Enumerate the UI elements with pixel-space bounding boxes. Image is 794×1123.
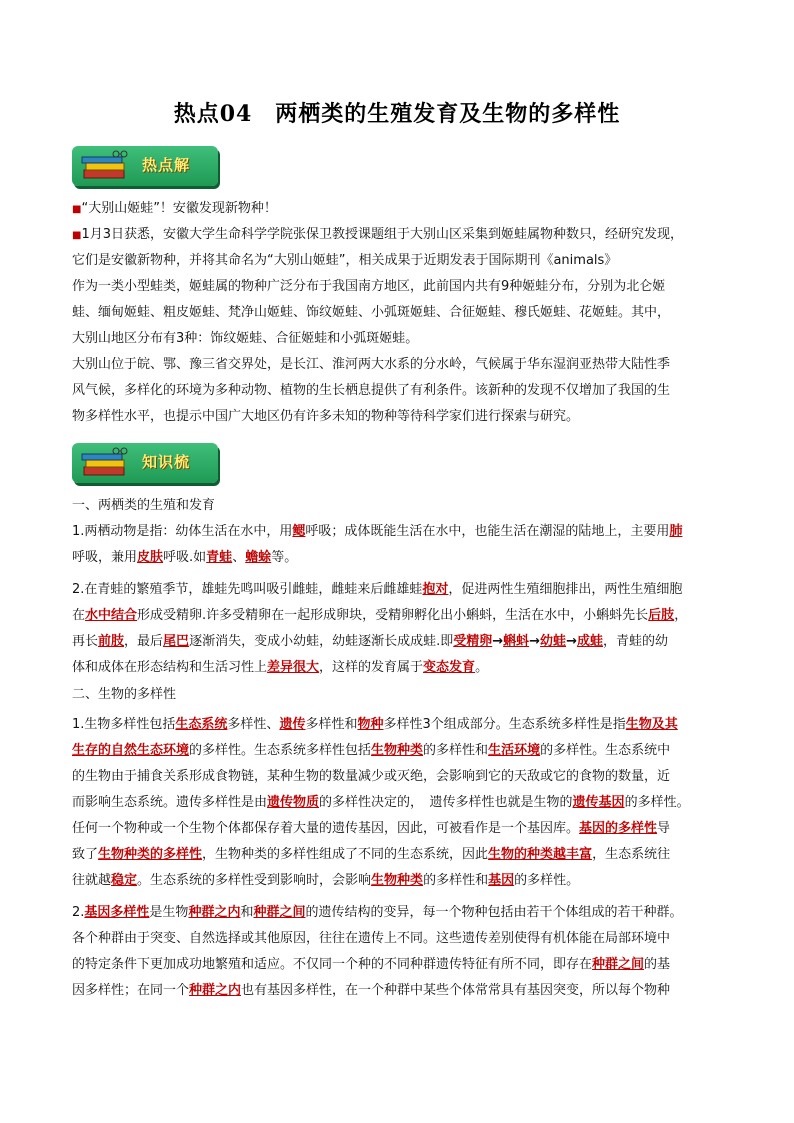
arrow: → (529, 634, 541, 649)
text-segment: 的多样性决定的， 遗传多样性也就是生物的 (319, 795, 573, 810)
text-segment: 而影响生态系统。遗传多样性是由 (72, 795, 268, 810)
text-segment: 的特定条件下更加成功地繁殖和适应。不仅同一个种的不同种群遗传特征有所不同，即存在 (72, 957, 593, 972)
text-segment: “大别山姬蛙”！安徽发现新物种！ (81, 201, 277, 216)
bullet-icon: ■ (72, 230, 82, 241)
keyword: 生活环境 (488, 743, 541, 758)
keyword: 幼蛙 (540, 634, 567, 649)
paragraph-line (72, 545, 732, 571)
knowledge-banner (72, 443, 218, 487)
paragraph-line (72, 629, 732, 655)
keyword: 尾巴 (163, 634, 190, 649)
paragraph-line (72, 978, 732, 1004)
arrow: → (492, 634, 504, 649)
text-segment: 和 (240, 905, 254, 920)
text-segment: 呼吸；成体既能生活在水中，也能生活在潮湿的陆地上，主要用 (305, 524, 670, 539)
text-segment: ，促进两性生殖细胞排出，两性生殖细胞 (448, 582, 683, 597)
paragraph-line: 各个种群由于突变、自然选择或其他原因，往往在遗传上不同。这些遗传差别使得有机体能在局部环境中 (72, 931, 671, 946)
keyword: 基因多样性 (84, 905, 150, 920)
text-segment: ， (674, 608, 688, 623)
paragraph-line (72, 790, 732, 816)
keyword: 生物种类的多样性 (98, 847, 203, 862)
text-segment: 1.两栖动物是指：幼体生活在水中，用 (72, 524, 293, 539)
keyword: 肺 (669, 524, 683, 539)
text-segment: 往就越 (72, 873, 112, 888)
news-line: 大别山地区分布有3种：饰纹姬蛙、合征姬蛙和小弧斑姬蛙。 (72, 331, 419, 346)
text-segment: 1月3日获悉，安徽大学生命科学学院张保卫教授课题组于大别山区采集到姬蛙属物种数只，经研究发现， (81, 227, 683, 242)
news-line: 风气候，多样化的环境为多种动物、植物的生长栖息提供了有利条件。该新种的发现不仅增加了我国的生 (72, 383, 671, 398)
keyword: 生物种类 (371, 873, 424, 888)
section-heading: 一、两栖类的生殖和发育 (72, 498, 216, 513)
keyword: 遗传基因 (572, 795, 625, 810)
paragraph-line (72, 655, 732, 681)
text-segment: 多样性、 (227, 717, 280, 732)
paragraph-line (72, 603, 732, 629)
keyword: 生物种类 (371, 743, 424, 758)
paragraph-line (72, 738, 732, 764)
keyword: 基因的多样性 (579, 821, 658, 836)
keyword: 受精卵 (453, 634, 493, 649)
paragraph-line (72, 519, 732, 545)
hotspot-banner (72, 146, 218, 190)
text-segment: 的多样性和 (423, 743, 489, 758)
section-heading: 二、生物的多样性 (72, 687, 177, 702)
text-segment: 等。 (271, 550, 298, 565)
text-segment: 的基 (644, 957, 671, 972)
keyword: 变态发育 (423, 660, 476, 675)
text-segment: 、 (232, 550, 246, 565)
keyword: 种群之间 (253, 905, 306, 920)
page-title: 热点04 两栖类的生殖发育及生物的多样性 (173, 101, 621, 127)
text-segment: ，生物种类的多样性组成了不同的生态系统，因此 (202, 847, 489, 862)
keyword: 差异很大 (267, 660, 320, 675)
text-segment: ，这样的发育属于 (319, 660, 424, 675)
text-segment: 再长 (72, 634, 99, 649)
text-segment: 的多样性。 (624, 795, 690, 810)
text-segment: 任何一个物种或一个生物个体都保存着大量的遗传基因，因此，可被看作是一个基因库。 (72, 821, 580, 836)
keyword: 种群之间 (592, 957, 645, 972)
text-segment: 逐渐消失，变成小幼蛙，幼蛙逐渐长成成蛙.即 (189, 634, 454, 649)
keyword: 物种 (357, 717, 384, 732)
keyword: 鳃 (292, 524, 306, 539)
paragraph-line (72, 712, 732, 738)
text-segment: 体和成体在形态结构和生活习性上 (72, 660, 268, 675)
keyword: 后肢 (648, 608, 675, 623)
keyword: 蝌蚪 (503, 634, 530, 649)
keyword: 水中结合 (85, 608, 138, 623)
text-segment: 2.在青蛙的繁殖季节，雄蛙先鸣叫吸引雌蛙，雌蛙来后雌雄蛙 (72, 582, 423, 597)
text-segment: 多样性3个组成部分。生态系统多样性是指 (383, 717, 626, 732)
news-line: 蛙、缅甸姬蛙、粗皮姬蛙、梵净山姬蛙、饰纹姬蛙、小弧斑姬蛙、合征姬蛙、穆氏姬蛙、花姬蛙。其中， (72, 305, 671, 320)
keyword: 青蛙 (206, 550, 233, 565)
keyword: 遗传物质 (267, 795, 320, 810)
keyword: 稳定 (111, 873, 138, 888)
keyword: 生态系统 (175, 717, 228, 732)
text-segment: ，最后 (124, 634, 164, 649)
text-segment: 多样性和 (305, 717, 358, 732)
books-icon (80, 447, 130, 481)
text-segment: 在 (72, 608, 86, 623)
text-segment: 。生态系统的多样性受到影响时，会影响 (137, 873, 372, 888)
text-segment: ，生态系统往 (592, 847, 671, 862)
keyword: 前肢 (98, 634, 125, 649)
text-segment: 也有基因多样性，在一个种群中某些个体常常具有基因突变，所以每个物种 (241, 983, 671, 998)
text-segment: 。 (475, 660, 489, 675)
text-segment: 2. (72, 905, 85, 920)
news-line (72, 222, 732, 249)
keyword: 生物及其 (625, 717, 678, 732)
text-segment: 的多样性。 (514, 873, 580, 888)
keyword: 种群之内 (188, 905, 241, 920)
keyword: 遗传 (279, 717, 306, 732)
banner-label: 知识梳 (142, 453, 191, 471)
paragraph-line (72, 577, 732, 603)
text-segment: 的遗传结构的变异，每一个物种包括由若干个体组成的若干种群。 (305, 905, 683, 920)
text-segment: 的多样性。生态系统中 (540, 743, 671, 758)
paragraph-line: 的生物由于捕食关系形成食物链，某种生物的数量减少或灭绝，会影响到它的天敌或它的食物的数量，近 (72, 769, 671, 784)
keyword: 种群之内 (189, 983, 242, 998)
news-line: 物多样性水平，也提示中国广大地区仍有许多未知的物种等待科学家们进行探索与研究。 (72, 409, 580, 424)
keyword: 皮肤 (137, 550, 164, 565)
text-segment: 形成受精卵.许多受精卵在一起形成卵块，受精卵孵化出小蝌蚪，生活在水中，小蝌蚪先长 (137, 608, 649, 623)
news-headline (72, 196, 732, 223)
keyword: 蟾蜍 (245, 550, 272, 565)
keyword: 生物的种类越丰富 (488, 847, 593, 862)
text-segment: 1.生物多样性包括 (72, 717, 176, 732)
text-segment: 致了 (72, 847, 99, 862)
text-segment: 呼吸.如 (163, 550, 207, 565)
paragraph-line (72, 952, 732, 978)
arrow: → (566, 634, 577, 649)
text-segment: 因多样性；在同一个 (72, 983, 190, 998)
text-segment: ，青蛙的幼 (602, 634, 668, 649)
keyword: 基因 (488, 873, 515, 888)
banner-label: 热点解 (142, 156, 191, 174)
keyword: 成蛙 (576, 634, 603, 649)
text-segment: 呼吸，兼用 (72, 550, 138, 565)
text-segment: 的多样性。生态系统多样性包括 (189, 743, 372, 758)
text-segment: 的多样性和 (423, 873, 489, 888)
paragraph-line (72, 868, 732, 894)
text-segment: 是生物 (149, 905, 189, 920)
paragraph-line (72, 842, 732, 868)
books-icon (80, 150, 130, 184)
news-line: 大别山位于皖、鄂、豫三省交界处，是长江、淮河两大水系的分水岭，气候属于华东湿润亚热带大陆性季 (72, 357, 671, 372)
text-segment: 导 (657, 821, 671, 836)
keyword: 生存的自然生态环境 (72, 743, 190, 758)
paragraph-line (72, 900, 732, 926)
news-line: 作为一类小型蛙类，姬蛙属的物种广泛分布于我国南方地区，此前国内共有9种姬蛙分布，分别为北仑姬 (72, 279, 666, 294)
paragraph-line (72, 816, 732, 842)
bullet-icon: ■ (72, 204, 82, 215)
news-line: 它们是安徽新物种，并将其命名为“大别山姬蛙”，相关成果于近期发表于国际期刊《animals》 (72, 253, 618, 268)
keyword: 抱对 (422, 582, 449, 597)
